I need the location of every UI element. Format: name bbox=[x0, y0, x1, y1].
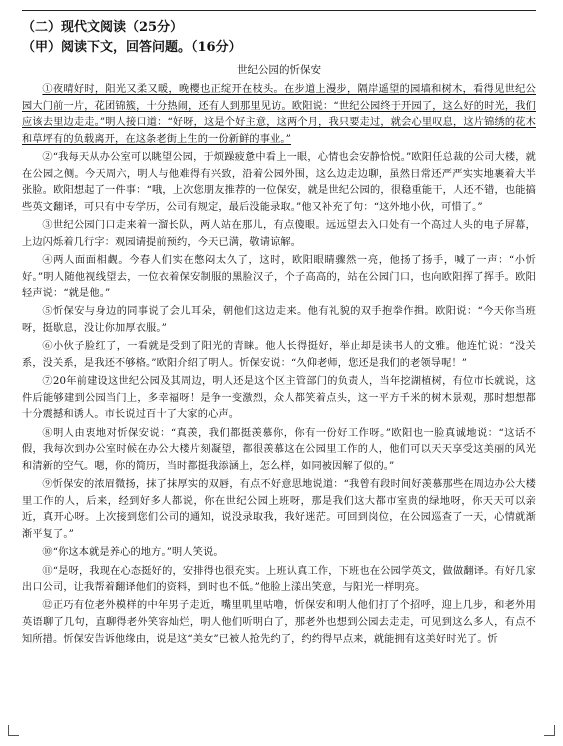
paragraph-10: ⑩“你这本就是养心的地方。”明人笑说。 bbox=[42, 547, 224, 559]
paragraph-5: ⑤忻保安与身边的同事说了会儿耳朵，朝他们这边走来。他有礼貌的双手抱拳作揖。欧阳说：“今天你当班呀，挺歇息，没让你加厚衣服。” bbox=[22, 306, 536, 335]
crop-mark-bottom-left bbox=[8, 725, 19, 736]
paragraph-9: ⑨忻保安的浓眉微扬，抹了抹厚实的双唇，有点不好意思地说道：“我曾有段时间好羡慕那些在周边办公大楼里工作的人，后来，经到好多人都说，你在世纪公园上班呀，那是我们这大都市室贵的绿地呀，你天天可以亲近，真开心呀。上次接到您们公司的通知，说没录取我，我好迷茫。可回到岗位，在公园巡查了一天，心情就渐渐平复了。” bbox=[22, 479, 536, 540]
paragraph-3: ③世纪公园门口走来着一溜长队，两人站在那儿，有点傻眼。远远望去入口处有一个高过人头的电子屏幕，上边闪烁着几行字：观园请提前预约，今天已满，敬请谅解。 bbox=[22, 220, 536, 248]
exam-page bbox=[22, 14, 536, 650]
paragraph-6: ⑥小伙子脸红了，一看就是受到了阳光的青睐。他人长得挺好，举止却是读书人的文雅。他连忙说：“没关系，没关系，是我还不够格。”欧阳介绍了明人。忻保安说：“久仰老师，您还是我们的老领导呢！” bbox=[22, 341, 536, 369]
paragraph-4: ④两人面面相觑。今春人们实在憋闷太久了，这时，欧阳眼睛骤然一亮，他扬了扬手，喊了一声：“小忻好。”明人随他视线望去，一位衣着保安制服的黑脸汉子，个子高高的，站在公园门口，也向欧阳挥了挥手。欧阳轻声说：“就是他。” bbox=[22, 255, 536, 300]
paragraph-7: ⑦20年前建设这世纪公园及其周边，明人还是这个区主管部门的负责人，当年挖湖植树，有位市长就说，这件后能够建到公园当门上，多幸福呀！是争一变激烈，众人都笑着点头，这一平方千米的树木景观，那时想想都十分震撼和诱人。市长说过百十了大家的心声。 bbox=[22, 376, 536, 421]
sub-heading: （甲）阅读下文，回答问题。（16分） bbox=[22, 40, 242, 55]
paragraph-12: ⑫正巧有位老外模样的中年男子走近，嘴里叽里咕噜，忻保安和明人他们打了个招呼，迎上几步，和老外用英语聊了几句，直聊得老外笑容灿烂，明人他们听明白了，那老外也想到公园去走走，可见到这么多人，有点不知所措。忻保安告诉他缘由，说是这“美女”已被人抢先约了，约约得早点来，就能拥有这美好时光了。忻 bbox=[22, 600, 536, 645]
paragraph-1: ①夜晴好时，阳光又柔又暖，晚樱也正绽开在枝头。在步道上漫步，隔岸遥望的园墙和树木，看得见世纪公园大门前一片，花团锦簇，十分热闹，还有人到那里见访。欧阳说：“世纪公园终于开园了，这么好的时光，我们应该去里边走走。”明人接口道：“好呀，这是个好主意，这两个月，我只要走过，就会心里叹息，这片锦绣的花木和草坪有的负载离开，在这条老街上生的一份新鲜的事业。” bbox=[22, 84, 536, 145]
section-heading: （二）现代文阅读（25分） bbox=[22, 20, 184, 35]
paragraph-2: ②“我每天从办公室可以眺望公园，于烦躁疲惫中看上一眼，心情也会安静恰悦。”欧阳任总裁的公司大楼，就在公园之侧。今天周六，明人与他难得有兴致，沿着公园外围，这么边走边聊，虽然日常还严严实实地裹着大半张脸。欧阳想起了一件事：“哦，上次您朋友推荐的一位保安，就是世纪公园的，很稳重能干，人还不错，也能搞些英文翻译，可只有中专学历，公司有规定，最后没能录取。”他又补充了句：“这外地小伙，可惜了。” bbox=[22, 152, 536, 213]
crop-mark-bottom-right bbox=[544, 725, 555, 736]
paragraph-8: ⑧明人由衷地对忻保安说：“真羡，我们都挺羡慕你，你有一份好工作呀。”欧阳也一脸真诚地说：“这话不假，我每次到办公室时候在办公大楼片刻凝望，都很羡慕这在公园里工作的人，他们可以天天享受这美丽的风光和清新的空气。嗯，你的简历，当时都挺我添涵上，怎么样，如同被因解了似的。” bbox=[22, 427, 536, 472]
article-title: 世纪公园的忻保安 bbox=[237, 64, 321, 76]
top-rule bbox=[22, 10, 536, 11]
paragraph-11: ⑪“是呀，我现在心态挺好的，安排得也很充实。上班认真工作，下班也在公园学英文，做做翻译。有好几家出口公司，让我帮着翻译他们的资料，到时也不低。”他脸上漾出笑意，与阳光一样明亮。 bbox=[22, 565, 536, 594]
